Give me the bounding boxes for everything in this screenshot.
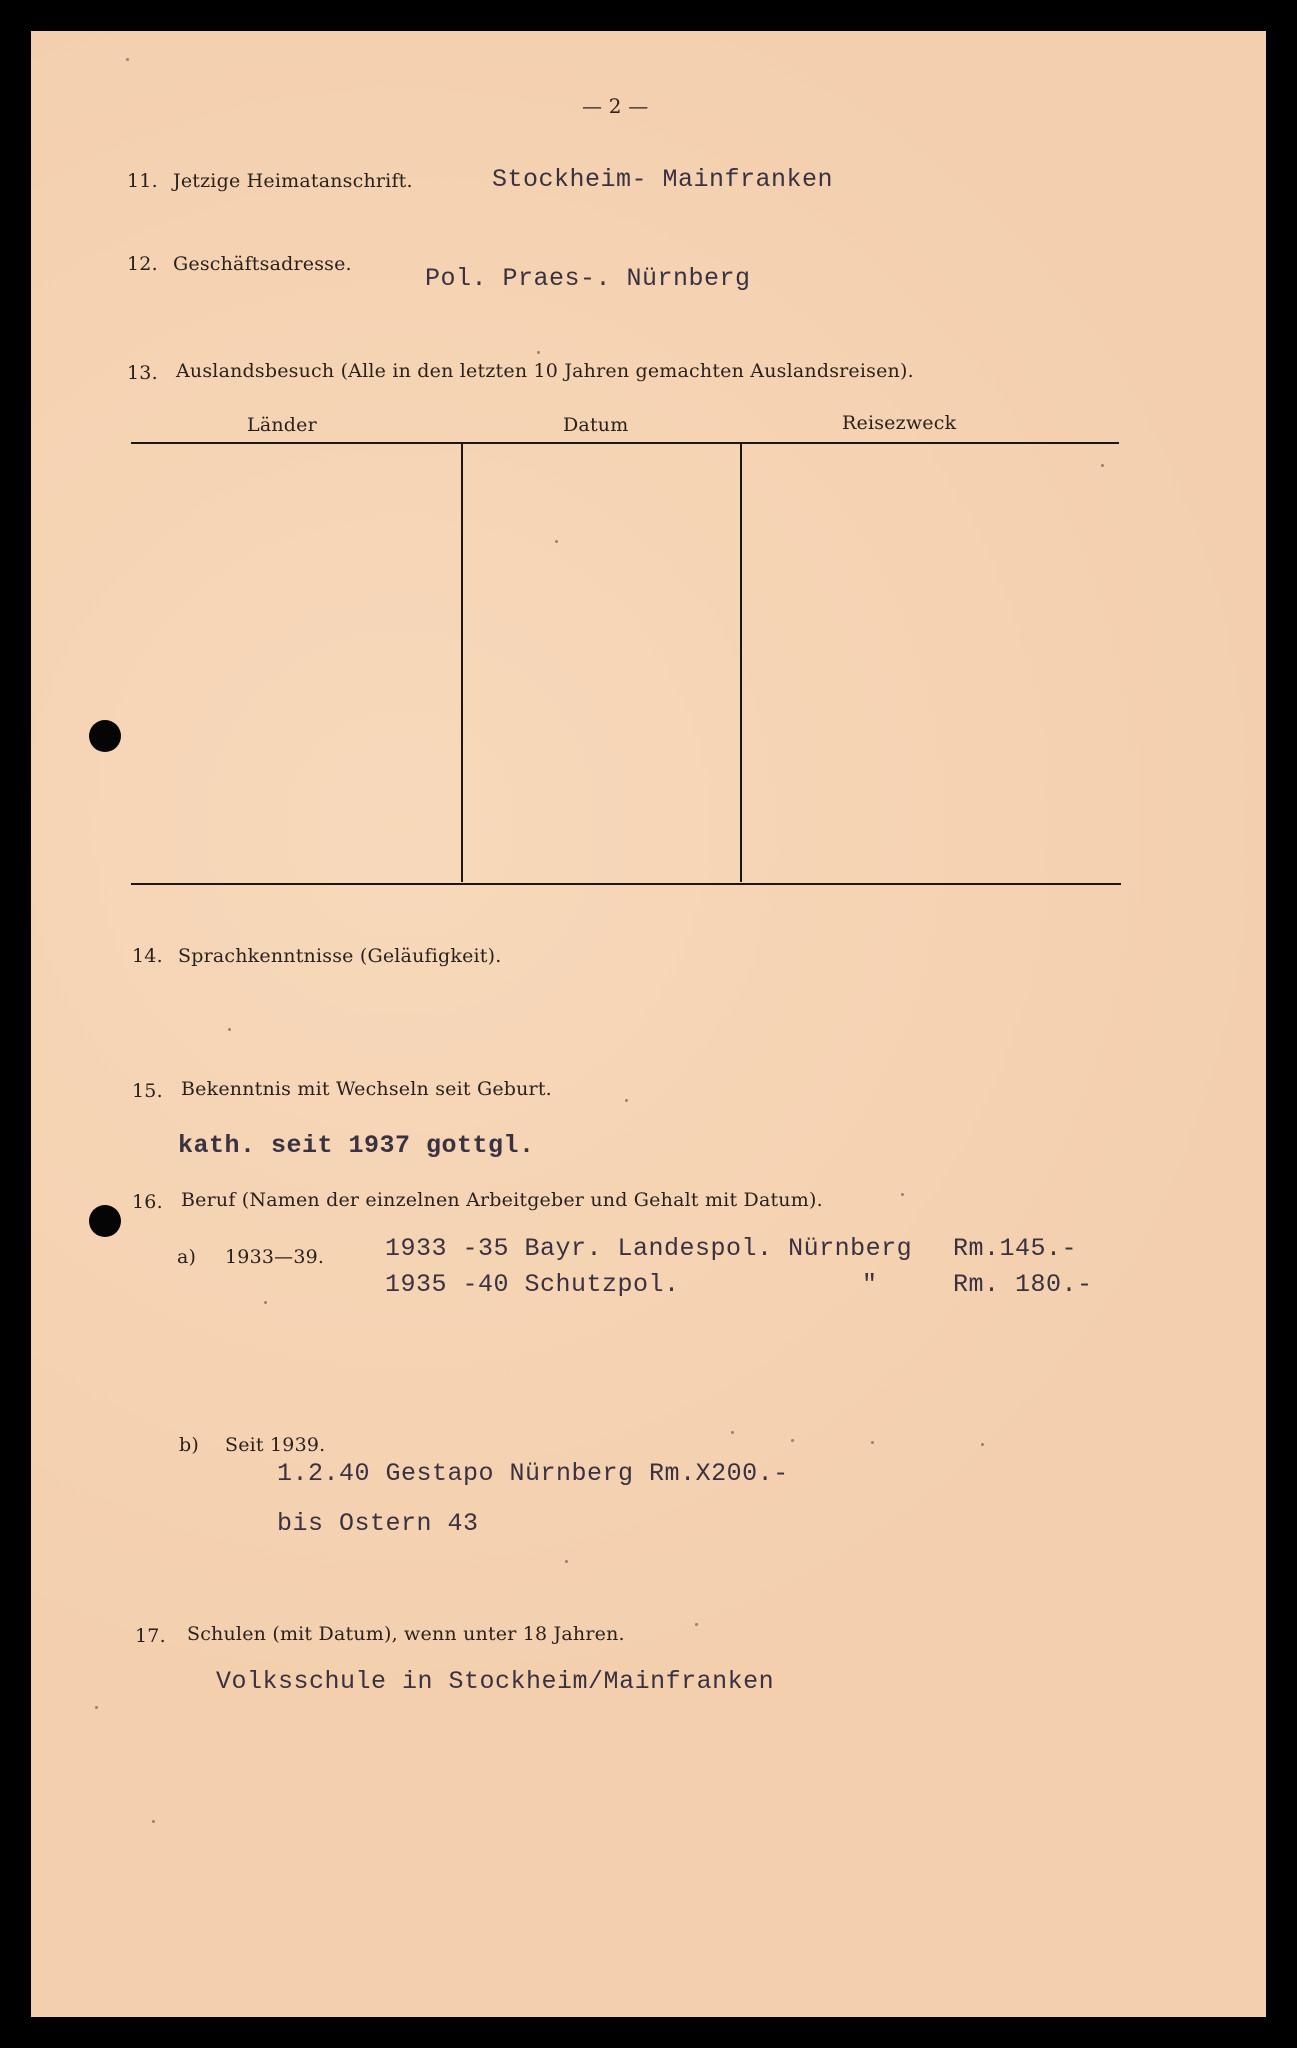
paper-speck [731,1431,734,1434]
column-header-reisezweck: Reisezweck [842,412,957,434]
paper-speck [537,351,540,354]
item-16b-line-2: bis Ostern 43 [277,1509,479,1538]
paper-speck [95,1706,98,1709]
item-15-label: Bekenntnis mit Wechseln seit Geburt. [181,1078,552,1100]
item-13-number: 13. [127,362,158,384]
item-11-label: Jetzige Heimatanschrift. [173,170,413,192]
page-number: — 2 — [582,94,649,118]
table-column-divider-1 [461,444,463,882]
paper-speck [625,1099,628,1102]
item-16a-line-1: 1933 -35 Bayr. Landespol. Nürnberg [385,1234,913,1263]
paper-speck [1101,464,1104,467]
item-12-number: 12. [127,253,158,275]
table-bottom-rule [131,883,1121,885]
item-17-value: Volksschule in Stockheim/Mainfranken [216,1667,775,1696]
paper-speck [264,1301,267,1304]
form-page [31,31,1266,2017]
item-13-label: Auslandsbesuch (Alle in den letzten 10 Jahren gemachten Auslandsreisen). [176,360,914,382]
item-17-number: 17. [135,1625,166,1647]
table-top-rule [131,442,1119,444]
item-16b-marker: b) [179,1434,199,1456]
paper-speck [695,1623,698,1626]
item-12-value: Pol. Praes-. Nürnberg [425,264,751,293]
paper-speck [152,1820,155,1823]
item-16a-amount-1: Rm.145.- [953,1234,1078,1263]
column-header-laender: Länder [247,414,317,436]
punch-hole-lower [89,1205,121,1237]
item-11-value: Stockheim- Mainfranken [492,165,834,194]
paper-speck [228,1028,231,1031]
item-17-label: Schulen (mit Datum), wenn unter 18 Jahren. [187,1623,625,1645]
item-11-number: 11. [127,170,158,192]
item-15-number: 15. [132,1080,163,1102]
paper-speck [981,1443,984,1446]
item-16a-marker: a) [177,1246,197,1268]
paper-speck [791,1439,794,1442]
item-16b-line-1: 1.2.40 Gestapo Nürnberg Rm.X200.- [277,1459,789,1488]
table-column-divider-2 [740,444,742,882]
punch-hole-upper [89,720,121,752]
item-16b-label: Seit 1939. [225,1434,326,1456]
item-16-label: Beruf (Namen der einzelnen Arbeitgeber und Gehalt mit Datum). [181,1189,823,1211]
item-15-value: kath. seit 1937 gottgl. [178,1131,535,1160]
paper-speck [871,1441,874,1444]
item-14-number: 14. [132,945,163,967]
item-16a-ditto-mark: " [862,1270,878,1299]
paper-speck [555,540,558,543]
paper-speck [901,1193,904,1196]
item-16a-line-2: 1935 -40 Schutzpol. [385,1270,680,1299]
paper-speck [126,58,129,61]
item-16a-label: 1933—39. [225,1246,325,1268]
item-16a-amount-2: Rm. 180.- [953,1270,1093,1299]
item-12-label: Geschäftsadresse. [173,253,352,275]
item-14-label: Sprachkenntnisse (Geläufigkeit). [178,945,502,967]
item-16-number: 16. [132,1191,163,1213]
paper-speck [565,1560,568,1563]
column-header-datum: Datum [563,414,629,436]
